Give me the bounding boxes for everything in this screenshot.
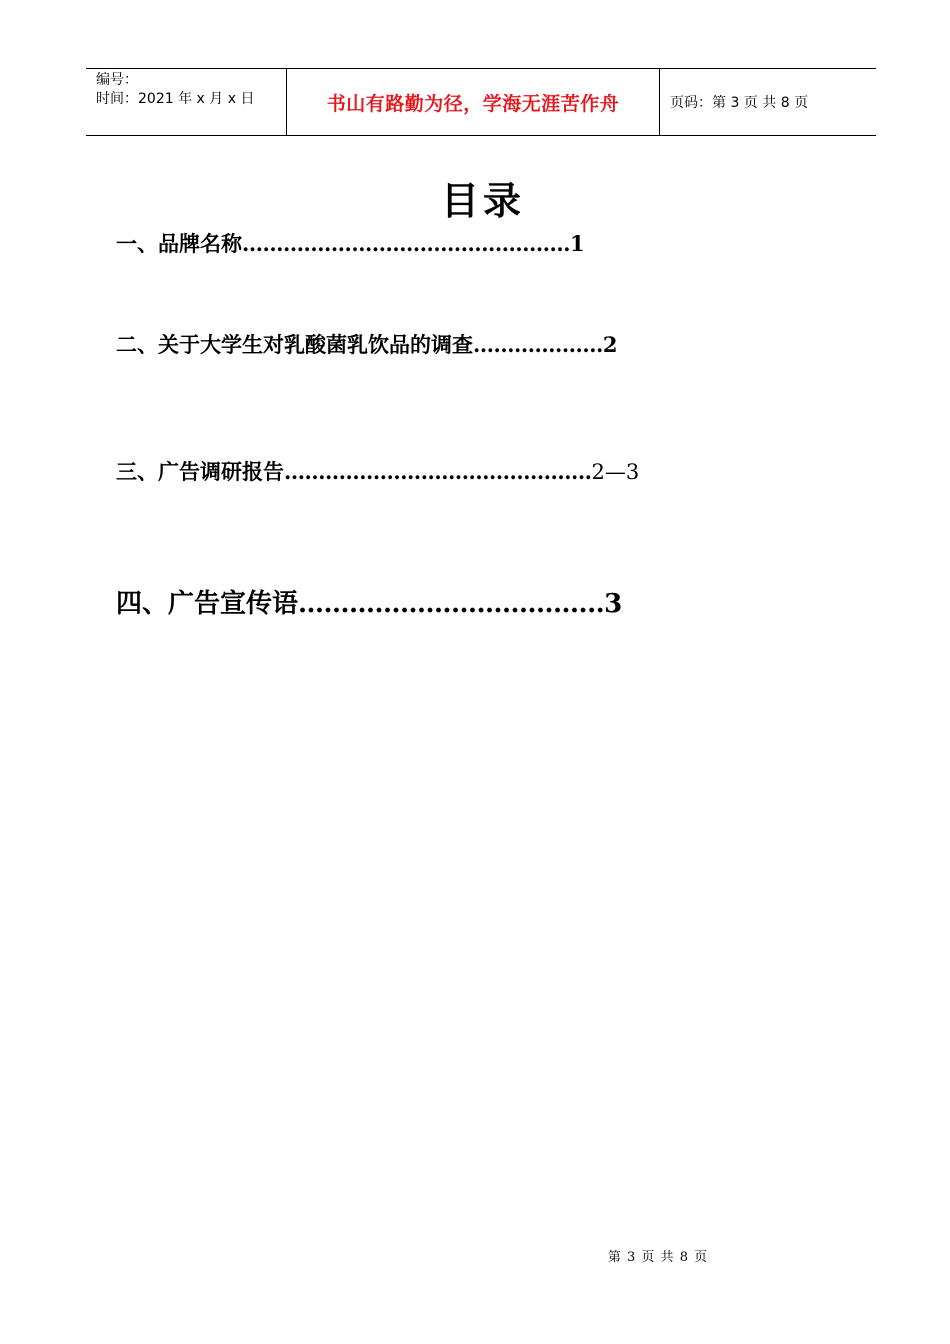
toc-entry-page: 3 bbox=[604, 589, 623, 619]
toc-entry-title: 四、广告宣传语 bbox=[116, 589, 299, 619]
toc-entry-title: 二、关于大学生对乳酸菌乳饮品的调查 bbox=[116, 332, 473, 357]
document-number-label: 编号： bbox=[96, 72, 138, 88]
toc-entry[interactable] bbox=[116, 456, 639, 486]
header-page-cell bbox=[660, 69, 876, 135]
header-page-info: 页码：第 3 页 共 8 页 bbox=[670, 95, 809, 111]
document-date: 时间：2021 年 x 月 x 日 bbox=[96, 91, 255, 107]
page-header bbox=[86, 68, 876, 136]
toc-entry-page: 2 bbox=[602, 332, 618, 357]
page-footer: 第 3 页 共 8 页 bbox=[607, 1250, 709, 1265]
toc-entry-leader: ………………………………………… bbox=[242, 231, 570, 256]
toc-entry-page: 2—3 bbox=[591, 460, 640, 484]
toc-entry[interactable] bbox=[116, 228, 585, 258]
header-motto-cell bbox=[287, 69, 660, 135]
toc-title: 目录 bbox=[440, 178, 525, 223]
toc-entry-title: 三、广告调研报告 bbox=[116, 459, 284, 484]
toc-entry[interactable] bbox=[116, 583, 622, 620]
toc-entry-leader: ……………………………………… bbox=[284, 459, 592, 484]
toc-entry[interactable] bbox=[116, 329, 617, 359]
toc-entry-leader: ………………. bbox=[473, 332, 603, 357]
toc-entry-page: 1 bbox=[570, 231, 585, 256]
toc-entry-leader: ……………………………... bbox=[298, 589, 605, 619]
header-meta-cell bbox=[86, 69, 287, 135]
toc-entry-title: 一、品牌名称 bbox=[116, 231, 242, 256]
header-motto: 书山有路勤为径，学海无涯苦作舟 bbox=[326, 92, 620, 115]
